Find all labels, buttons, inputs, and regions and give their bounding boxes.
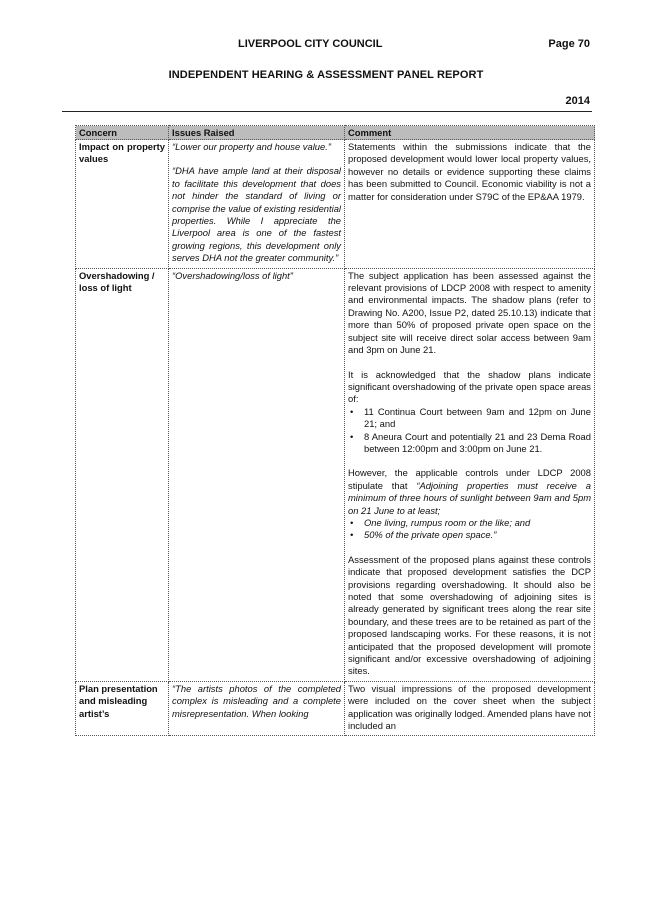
dcp-requirements-list xyxy=(348,517,591,542)
affected-properties-list xyxy=(348,406,591,456)
issue-quote: “Lower our property and house value.” xyxy=(172,141,331,152)
dcp-quote: “Adjoining properties must receive a minimum of three hours of sunlight between 9am and 5pm on 21 June to at least; xyxy=(348,479,591,516)
table-row xyxy=(76,140,595,269)
council-name: LIVERPOOL CITY COUNCIL xyxy=(238,38,383,50)
comment-text: Assessment of the proposed plans against these controls indicate that proposed development satisfies the DCP provisions regarding overshadowing. It should also be noted that some overshadowing of adjoining sites is already generated by significant trees along the rear site boundary, and these trees are to be retained as part of the proposed landscaping works. For these reasons, it is not anticipated that the proposed development will promote significant and/or excessive overshadowing of adjoining sites. xyxy=(348,553,591,677)
column-header-comment: Comment xyxy=(345,126,595,140)
column-header-concern: Concern xyxy=(76,126,169,140)
concern-label: Impact on property values xyxy=(79,141,165,165)
comment-cell xyxy=(345,140,595,269)
issue-quote: “DHA have ample land at their disposal to facilitate this development that does not hinder the standard of living or comprise the value of existing residential properties. While I appreciate the Liverpool area is one of the fastest growing regions, this development only serves DHA not the greater community.” xyxy=(172,165,341,264)
concern-cell xyxy=(76,268,169,681)
issues-cell xyxy=(169,268,345,681)
comment-cell xyxy=(345,681,595,736)
comment-text xyxy=(348,467,591,517)
page-number: Page 70 xyxy=(548,38,590,50)
concern-cell xyxy=(76,681,169,736)
column-header-issues: Issues Raised xyxy=(169,126,345,140)
issues-cell xyxy=(169,140,345,269)
comment-text: It is acknowledged that the shadow plans indicate significant overshadowing of the private open space areas of: xyxy=(348,368,591,405)
list-item: • One living, rumpus room or the like; and xyxy=(348,517,591,529)
comment-cell xyxy=(345,268,595,681)
report-year: 2014 xyxy=(565,95,590,107)
concern-label: Overshadowing / loss of light xyxy=(79,269,155,294)
issue-quote: “Overshadowing/loss of light” xyxy=(172,269,293,281)
header-divider xyxy=(62,111,592,112)
table-row xyxy=(76,268,595,681)
issues-cell xyxy=(169,681,345,736)
list-item: • 8 Aneura Court and potentially 21 and 23 Dema Road between 12:00pm and 3:00pm on June 21. xyxy=(348,431,591,456)
comment-text: The subject application has been assessed against the relevant provisions of LDCP 2008 with respect to amenity and environmental impacts. The shadow plans (refer to Drawing No. A200, Issue P2, dated 25.10.13) indicate that more than 50% of proposed private open space on the subject site will receive direct solar access between 9am and 3pm on June 21. xyxy=(348,269,591,356)
page-header xyxy=(0,38,652,54)
table-row xyxy=(76,681,595,736)
list-item: • 50% of the private open space.” xyxy=(348,529,591,541)
comment-text: Statements within the submissions indicate that the proposed development would lower local property values, however no details or evidence supporting these claims has been submitted to Council. Economic viability is not a matter for consideration under S79C of the EP&AA 1979. xyxy=(348,141,591,202)
comment-lead: However, the applicable controls under LDCP 2008 stipulate that xyxy=(348,467,591,491)
list-item: • 11 Continua Court between 9am and 12pm on June 21; and xyxy=(348,406,591,431)
issue-quote: “The artists photos of the completed complex is misleading and a complete misrepresentation. When looking xyxy=(172,682,341,719)
table-header-row xyxy=(76,126,595,140)
concern-cell xyxy=(76,140,169,269)
concern-label: Plan presentation and misleading artist’s xyxy=(79,682,158,719)
report-title: INDEPENDENT HEARING & ASSESSMENT PANEL REPORT xyxy=(168,69,484,81)
comment-text: Two visual impressions of the proposed development were included on the cover sheet when the subject application was originally lodged. Amended plans have not included an xyxy=(348,682,591,732)
submissions-table xyxy=(75,125,595,736)
